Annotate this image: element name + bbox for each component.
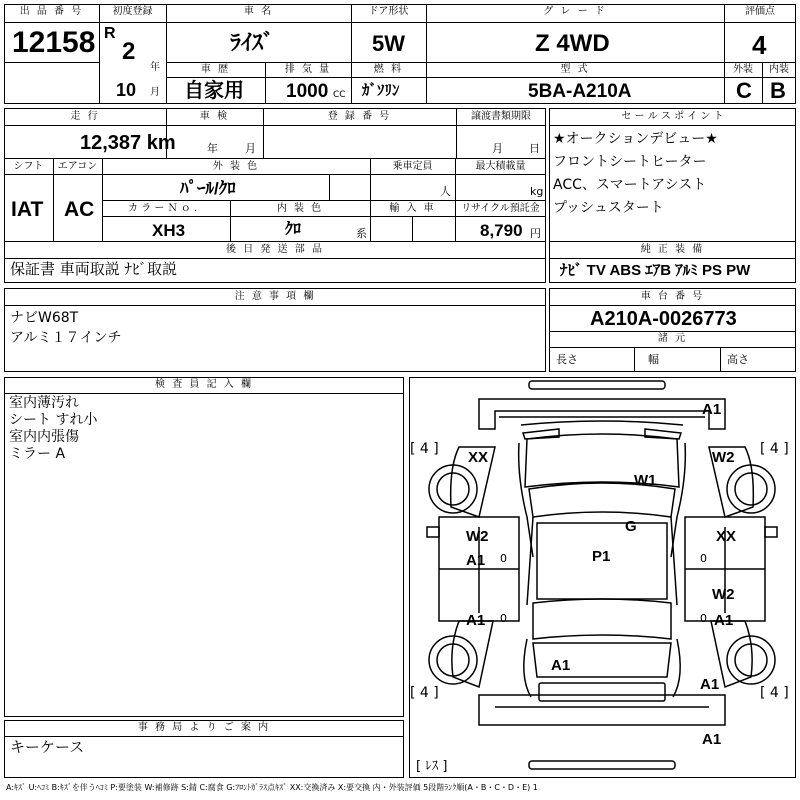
recycle: 8,790 <box>480 221 523 240</box>
divider <box>166 62 796 63</box>
sales-point-line: ★オークションデビュー★ <box>553 131 718 147</box>
divider <box>549 347 796 348</box>
spare-tire: [ ﾚｽ ] <box>416 759 448 774</box>
first-reg-label: 初度登録 <box>112 6 153 17</box>
tire-front-left: [ 4 ] <box>410 441 439 457</box>
sales-point-line: プッシュスタート <box>553 200 664 216</box>
divider <box>166 77 796 78</box>
divider <box>102 200 546 201</box>
displacement-label: 排 気 量 <box>284 64 332 75</box>
divider <box>99 4 100 104</box>
spec-label: 諸 元 <box>657 333 688 344</box>
sales-point-line: フロントシートヒーター <box>553 154 707 170</box>
lot-no-label: 出 品 番 号 <box>19 6 84 17</box>
first-reg-month: 10 <box>116 80 137 100</box>
capacity-label: 乗車定員 <box>392 161 433 172</box>
int-color: ｸﾛ <box>285 221 302 238</box>
divider <box>4 393 404 394</box>
divider <box>4 62 99 63</box>
divider <box>4 158 546 159</box>
car-name-label: 車 名 <box>243 6 274 17</box>
transfer-label: 譲渡書類期限 <box>471 111 531 122</box>
divider <box>634 347 635 372</box>
length-label: 長さ <box>556 353 578 366</box>
width-label: 幅 <box>648 353 659 366</box>
divider <box>426 4 427 104</box>
divider <box>4 174 546 175</box>
ac-label: エアコン <box>57 161 98 172</box>
divider <box>351 4 352 104</box>
divider <box>329 174 330 200</box>
recycle-label: リサイクル預託金 <box>461 203 540 214</box>
later-parts-label: 後 日 発 送 部 品 <box>226 244 324 255</box>
inspector-line: シート すれ小 <box>9 412 98 428</box>
transfer-day-unit: 日 <box>529 142 540 155</box>
int-color-unit: 系 <box>356 227 367 240</box>
insp-month-unit: 月 <box>245 142 256 155</box>
score: 4 <box>752 30 767 60</box>
exterior: C <box>736 78 752 103</box>
zero-mark: 0 <box>500 552 507 565</box>
history-label: 車 歴 <box>200 64 231 75</box>
divider <box>4 241 546 242</box>
later-parts: 保証書 車両取説 ﾅﾋﾞ取説 <box>10 260 178 278</box>
shift-label: シフト <box>13 161 44 172</box>
chassis-number: A210A-0026773 <box>590 308 737 330</box>
mark-right-rear-door-w: W2 <box>712 586 735 603</box>
divider <box>720 347 721 372</box>
mark-right-rear-door-a: A1 <box>714 612 734 629</box>
sales-points-label: セ ー ル ス ポ イ ン ト <box>621 111 724 122</box>
zero-mark: 0 <box>500 612 507 625</box>
sales-points-list <box>553 128 718 220</box>
mark-left-rear-door: A1 <box>466 612 486 629</box>
color-no-label: カ ラ ー Ｎ ｏ ． <box>128 203 204 214</box>
divider <box>4 22 796 23</box>
divider <box>102 216 546 217</box>
color-label: 外 装 色 <box>212 161 260 172</box>
shift: IAT <box>11 198 44 221</box>
notes-label: 注 意 事 項 欄 <box>234 291 316 302</box>
door: 5W <box>372 31 405 56</box>
interior: B <box>770 78 786 103</box>
chassis-label: 車 台 番 号 <box>640 291 705 302</box>
int-color-label: 内 装 色 <box>276 203 324 214</box>
lot-no: 12158 <box>12 26 96 59</box>
legend: A:ｷｽﾞ U:ﾍｺﾐ B:ｷｽﾞを伴うﾍｺﾐ P:要塗装 W:補修跡 S:錆 C:腐食 G:ﾌﾛﾝﾄｶﾞﾗｽ点ｷｽﾞ XX:交換済み X:要交換 内・外装評価 5段階ﾗﾝｸ順(A・B・C・D・E) 1 <box>6 783 538 792</box>
tire-rear-left: [ 4 ] <box>410 685 439 701</box>
zero-mark: 0 <box>700 552 707 565</box>
mark-front-bumper: A1 <box>702 401 722 418</box>
fuel-label: 燃 料 <box>373 64 404 75</box>
score-label: 評価点 <box>745 6 775 17</box>
divider <box>549 125 796 126</box>
mark-rear-bumper: A1 <box>702 731 722 748</box>
divider <box>4 736 404 737</box>
mark-right-front-door: XX <box>716 528 737 545</box>
mark-left-front-door-a: A1 <box>466 552 486 569</box>
note-line: ナビW68T <box>10 310 79 326</box>
genuine-equipment: ﾅﾋﾞ TV ABS ｴｱB ｱﾙﾐ PS PW <box>560 262 751 279</box>
era: R <box>104 25 116 42</box>
grade: Z 4WD <box>535 30 610 57</box>
transfer-month-unit: 月 <box>492 142 503 155</box>
exterior-label: 外装 <box>733 64 753 75</box>
year-unit: 年 <box>150 62 160 73</box>
mark-roof: P1 <box>592 548 611 565</box>
inspector-list <box>9 395 97 463</box>
interior-label: 内装 <box>769 64 789 75</box>
insp-year-unit: 年 <box>207 142 218 155</box>
door-label: ドア形状 <box>368 6 409 17</box>
genuine-label: 純 正 装 備 <box>640 244 705 255</box>
zero-mark: 0 <box>700 612 707 625</box>
note-line: アルミ１７インチ <box>10 330 122 346</box>
mark-front-left-fender: XX <box>468 449 489 466</box>
month-unit: 月 <box>150 87 160 98</box>
inspector-line: ミラー A <box>9 446 66 462</box>
grade-label: グ レ ー ド <box>543 6 607 17</box>
car-name: ﾗｲｽﾞ <box>230 30 275 55</box>
cc-unit: CC <box>333 90 346 100</box>
mark-left-front-door-w: W2 <box>466 528 489 545</box>
inspection-label: 車 検 <box>199 111 230 122</box>
office-label: 事 務 局 よ り ご 案 内 <box>137 722 271 733</box>
model: 5BA-A210A <box>528 81 632 102</box>
history: 自家用 <box>184 80 244 102</box>
notes-list <box>10 308 121 348</box>
ac: AC <box>64 198 95 221</box>
load-label: 最大積載量 <box>475 161 526 172</box>
color-no: XH3 <box>152 221 186 240</box>
sales-point-line: ACC、スマートアシスト <box>553 177 707 193</box>
mileage-label: 走 行 <box>70 111 100 122</box>
tire-rear-right: [ 4 ] <box>760 685 789 701</box>
mileage: 12,387 km <box>80 132 176 154</box>
mark-back-door: A1 <box>551 657 571 674</box>
height-label: 高さ <box>727 353 749 366</box>
fuel: ｶﾞｿﾘﾝ <box>362 82 400 99</box>
inspector-line: 室内薄汚れ <box>9 395 79 411</box>
recycle-unit: 円 <box>530 227 541 240</box>
mark-glass: G <box>625 518 637 535</box>
divider <box>724 4 725 104</box>
divider <box>549 305 796 306</box>
inspector-line: 室内内張傷 <box>9 429 79 445</box>
divider <box>412 216 413 241</box>
tire-front-right: [ 4 ] <box>760 441 789 457</box>
capacity-unit: 人 <box>440 185 451 198</box>
car-diagram <box>409 377 796 778</box>
divider <box>166 4 167 104</box>
mark-right-rear-quarter: A1 <box>700 676 720 693</box>
color: ﾊﾟｰﾙ/ｸﾛ <box>180 179 236 198</box>
divider <box>4 125 546 126</box>
reg-no-label: 登 録 番 号 <box>327 111 392 122</box>
office-note: キーケース <box>10 738 85 756</box>
import-label: 輸 入 車 <box>389 203 436 214</box>
divider <box>549 258 796 259</box>
mark-hood: W1 <box>634 472 657 489</box>
divider <box>4 305 546 306</box>
mark-front-right-fender: W2 <box>712 449 735 466</box>
load-unit: kg <box>530 185 544 198</box>
first-reg-year: 2 <box>122 38 136 65</box>
displacement: 1000 <box>286 81 329 102</box>
divider <box>549 331 796 332</box>
divider <box>4 258 546 259</box>
inspector-label: 検 査 員 記 入 欄 <box>155 379 253 390</box>
model-label: 型 式 <box>560 64 590 75</box>
